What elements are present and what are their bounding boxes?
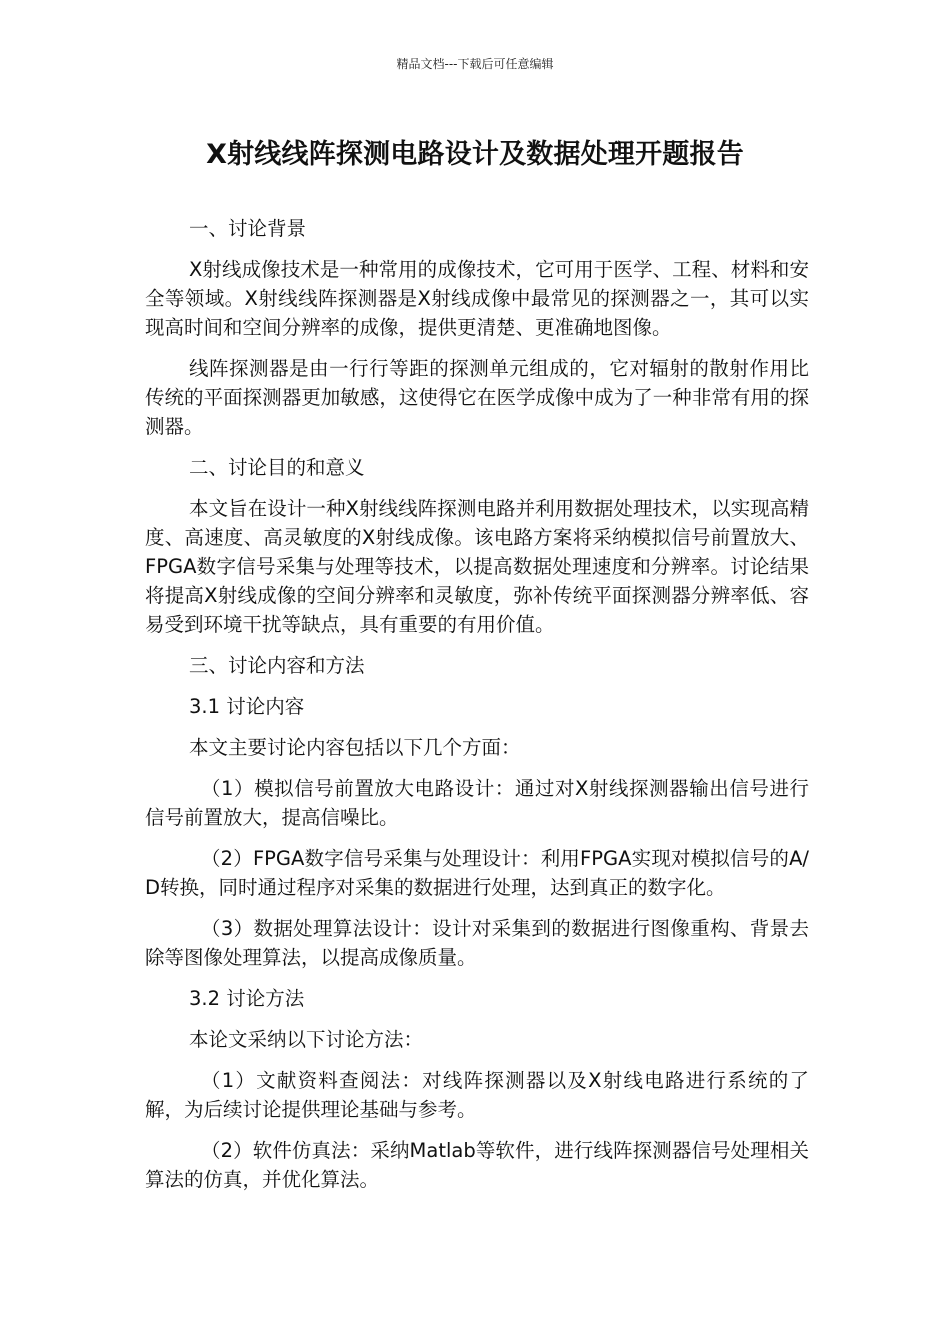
paragraph-line-detector: 线阵探测器是由一行行等距的探测单元组成的，它对辐射的散射作用比传统的平面探测器更加敏感，这使得它在医学成像中成为了一种非常有用的探测器。 (145, 357, 809, 438)
section-heading-purpose: 二、讨论目的和意义 (189, 456, 365, 479)
document-title: X射线线阵探测电路设计及数据处理开题报告 (206, 139, 744, 170)
paragraph-xray-imaging: X射线成像技术是一种常用的成像技术，它可用于医学、工程、材料和安全等领域。X射线线阵探测器是X射线成像中最常见的探测器之一，其可以实现高时间和空间分辨率的成像，提供更清楚、更准确地图像。 (145, 258, 809, 339)
list-item-literature: （1）文献资料查阅法：对线阵探测器以及X射线电路进行系统的了解，为后续讨论提供理论基础与参考。 (145, 1069, 809, 1121)
list-item-analog-amplifier: （1）模拟信号前置放大电路设计：通过对X射线探测器输出信号进行信号前置放大，提高信噪比。 (145, 777, 809, 829)
paragraph-purpose: 本文旨在设计一种X射线线阵探测电路并利用数据处理技术，以实现高精度、高速度、高灵敏度的X射线成像。该电路方案将采纳模拟信号前置放大、FPGA数字信号采集与处理等技术，以提高数据处理速度和分辨率。讨论结果将提高X射线成像的空间分辨率和灵敏度，弥补传统平面探测器分辨率低、容易受到环境干扰等缺点，具有重要的有用价值。 (145, 497, 809, 636)
list-item-simulation: （2）软件仿真法：采纳Matlab等软件，进行线阵探测器信号处理相关算法的仿真，并优化算法。 (145, 1139, 809, 1191)
section-heading-background: 一、讨论背景 (189, 217, 307, 240)
subsection-heading-content: 3.1 讨论内容 (189, 695, 305, 718)
document-body (145, 214, 809, 1206)
list-item-algorithm: （3）数据处理算法设计：设计对采集到的数据进行图像重构、背景去除等图像处理算法，以提高成像质量。 (145, 917, 809, 969)
page-header: 精品文档---下载后可任意编辑 (396, 57, 554, 71)
paragraph-method-intro: 本论文采纳以下讨论方法： (189, 1028, 424, 1051)
section-heading-content-method: 三、讨论内容和方法 (189, 654, 365, 677)
subsection-heading-method: 3.2 讨论方法 (189, 987, 305, 1010)
list-item-fpga: （2）FPGA数字信号采集与处理设计：利用FPGA实现对模拟信号的A/D转换，同时通过程序对采集的数据进行处理，达到真正的数字化。 (145, 847, 809, 899)
paragraph-content-intro: 本文主要讨论内容包括以下几个方面： (189, 736, 521, 759)
